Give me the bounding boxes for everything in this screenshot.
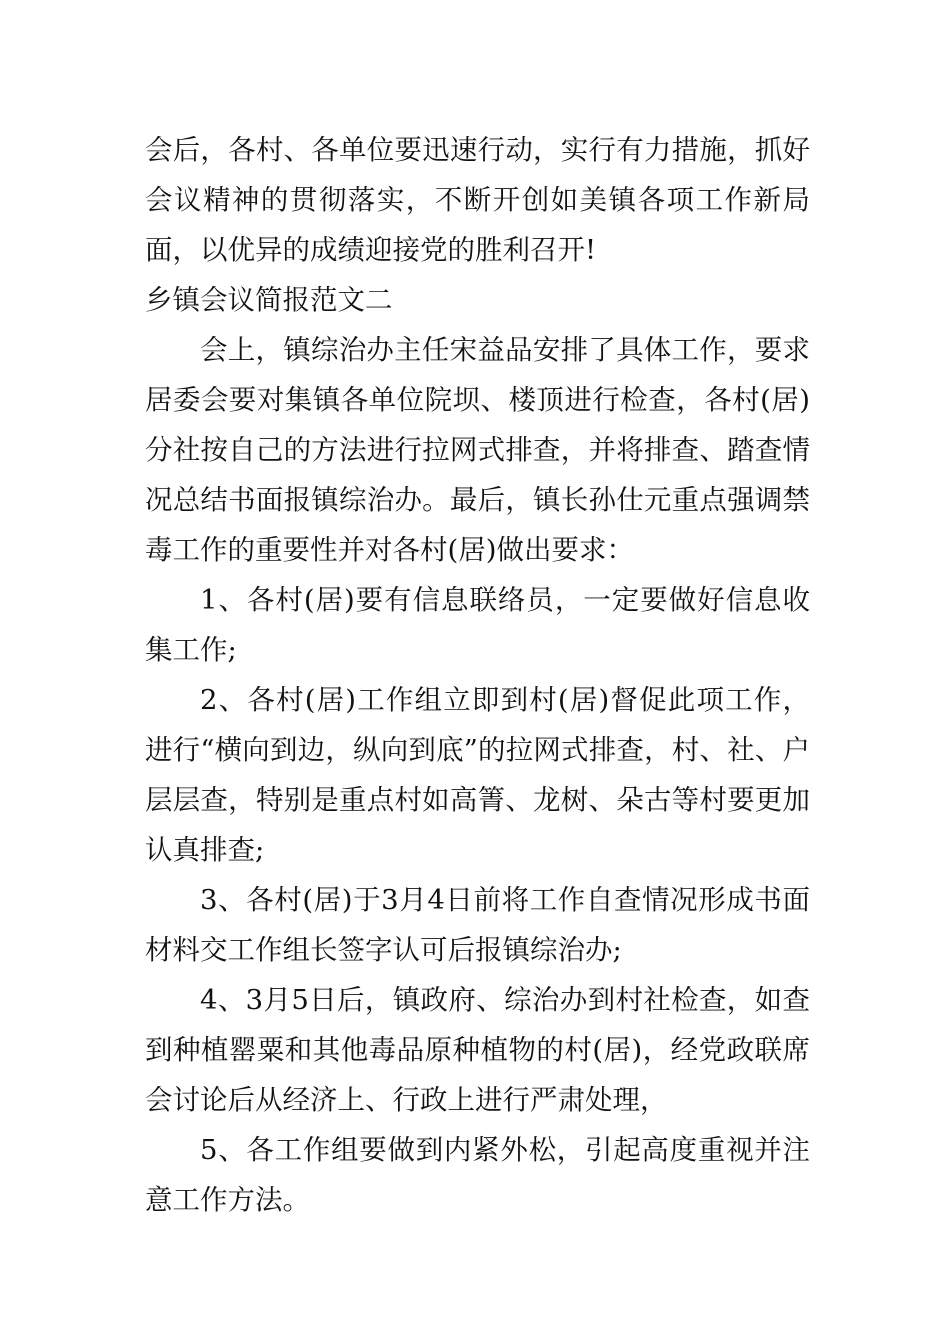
list-item-3: 3、各村(居)于3月4日前将工作自查情况形成书面材料交工作组长签字认可后报镇综治办; [145, 884, 810, 966]
list-item-4: 4、3月5日后，镇政府、综治办到村社检查，如查到种植罂粟和其他毒品原种植物的村(居)，经党政联席会讨论后从经济上、行政上进行严肃处理， [145, 984, 810, 1116]
paragraph-conclusion: 会后，各村、各单位要迅速行动，实行有力措施，抓好会议精神的贯彻落实，不断开创如美镇各项工作新局面，以优异的成绩迎接党的胜利召开! [145, 134, 810, 266]
list-item-5: 5、各工作组要做到内紧外松，引起高度重视并注意工作方法。 [145, 1134, 810, 1216]
section-heading: 乡镇会议简报范文二 [145, 284, 393, 316]
list-item-2: 2、各村(居)工作组立即到村(居)督促此项工作，进行“横向到边，纵向到底”的拉网式排查，村、社、户层层查，特别是重点村如高箐、龙树、朵古等村要更加认真排查; [145, 684, 810, 866]
list-item-1: 1、各村(居)要有信息联络员，一定要做好信息收集工作; [145, 584, 810, 666]
document-body [145, 125, 810, 1225]
paragraph-meeting-summary: 会上，镇综治办主任宋益品安排了具体工作，要求居委会要对集镇各单位院坝、楼顶进行检查，各村(居)分社按自己的方法进行拉网式排查，并将排查、踏查情况总结书面报镇综治办。最后，镇长孙仕元重点强调禁毒工作的重要性并对各村(居)做出要求： [145, 334, 810, 566]
